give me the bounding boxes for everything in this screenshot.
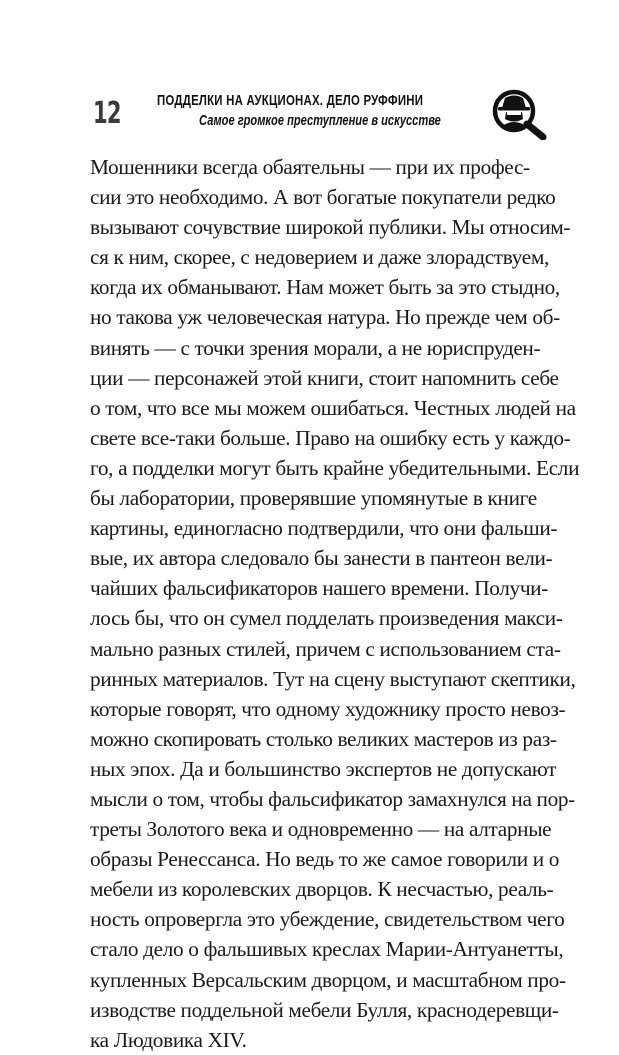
text-line: мебели из королевских дворцов. К несчастью, реаль- xyxy=(90,877,554,902)
text-line: сии это необходимо. А вот богатые покупатели редко xyxy=(90,185,556,210)
text-line: вызывают сочувствие широкой публики. Мы относим- xyxy=(90,215,571,240)
text-line: ных эпох. Да и большинство экспертов не допускают xyxy=(90,756,557,781)
text-line: го, а подделки могут быть крайне убедительными. Если xyxy=(90,455,580,480)
text-line: картины, единогласно подтвердили, что они фальши- xyxy=(90,516,558,541)
text-line: можно скопировать столько великих мастеров из раз- xyxy=(90,726,557,751)
text-line: стало дело о фальшивых креслах Марии-Антуанетты, xyxy=(90,937,564,962)
book-title: ПОДДЕЛКИ НА АУКЦИОНАХ. ДЕЛО РУФФИНИ xyxy=(157,92,424,109)
text-line: чайших фальсификаторов нашего времени. Получи- xyxy=(90,576,548,601)
running-header xyxy=(0,0,619,150)
text-line: но такова уж человеческая натура. Но прежде чем об- xyxy=(90,305,560,330)
text-line: ции — персонажей этой книги, стоит напомнить себе xyxy=(90,365,559,390)
text-line: мысли о том, чтобы фальсификатор замахнулся на пор- xyxy=(90,786,575,811)
body-text xyxy=(90,152,580,1055)
text-line: бы лаборатории, проверявшие упомянутые в книге xyxy=(90,486,537,511)
text-line: лось бы, что он сумел подделать произведения макси- xyxy=(90,606,563,631)
text-line: мально разных стилей, причем с использованием ста- xyxy=(90,636,561,661)
text-line: купленных Версальским дворцом, и масштабном про- xyxy=(90,967,566,992)
page-number: 12 xyxy=(93,96,121,131)
text-line: которые говорят, что одному художнику просто невоз- xyxy=(90,696,566,721)
text-line: треты Золотого века и одновременно — на алтарные xyxy=(90,817,552,842)
text-line: свете все-таки больше. Право на ошибку есть у каждо- xyxy=(90,425,571,450)
text-line: винять — с точки зрения морали, а не юриспруден- xyxy=(90,335,541,360)
text-line: ринных материалов. Тут на сцену выступают скептики, xyxy=(90,666,576,691)
text-line: о том, что все мы можем ошибаться. Честных людей на xyxy=(90,395,576,420)
detective-magnifier-icon xyxy=(490,88,548,140)
text-line: ка Людовика XIV. xyxy=(90,1027,247,1052)
text-line: когда их обманывают. Нам может быть за это стыдно, xyxy=(90,275,560,300)
text-line: изводстве поддельной мебели Булля, краснодеревщи- xyxy=(90,997,559,1022)
text-line: ся к ним, скорее, с недоверием и даже злорадствуем, xyxy=(90,245,549,270)
text-line: Мошенники всегда обаятельны — при их профес- xyxy=(90,155,530,179)
text-line: образы Ренессанса. Но ведь то же самое говорили и о xyxy=(90,847,560,872)
text-line: ность опровергла это убеждение, свидетельством чего xyxy=(90,907,565,932)
book-subtitle: Самое громкое преступление в искусстве xyxy=(199,112,441,129)
text-line: вые, их автора следовало бы занести в пантеон вели- xyxy=(90,546,553,571)
